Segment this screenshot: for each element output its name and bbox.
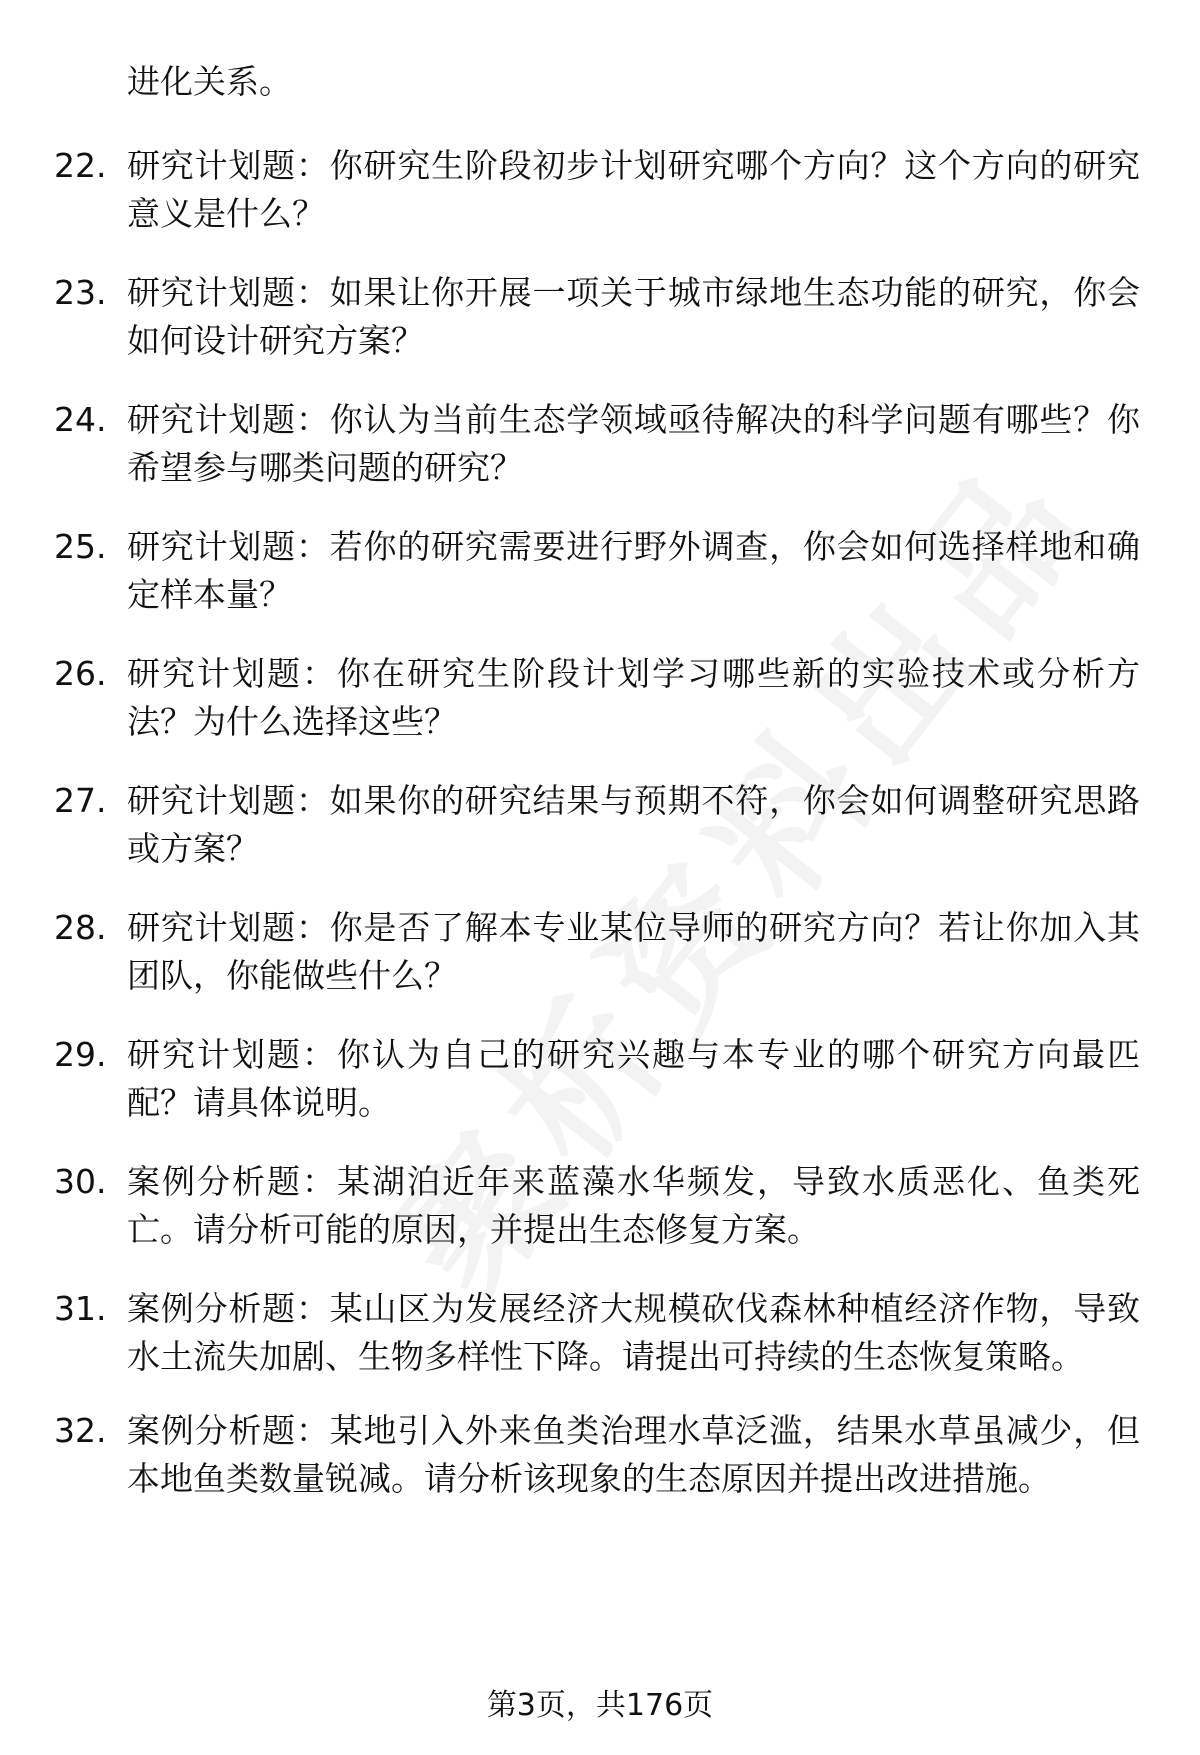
question-text: 案例分析题：某山区为发展经济大规模砍伐森林种植经济作物，导致水土流失加剧、生物多样性下降。请提出可持续的生态恢复策略。: [127, 1289, 1140, 1376]
question-item: [0, 1285, 1200, 1381]
question-number: 31.: [54, 1289, 107, 1328]
question-item: [0, 1407, 1200, 1503]
question-list: [0, 142, 1200, 1529]
continuation-text: 进化关系。: [127, 62, 292, 101]
question-number: 27.: [54, 781, 107, 820]
question-text: 研究计划题：若你的研究需要进行野外调查，你会如何选择样地和确定样本量？: [127, 527, 1140, 614]
question-item: [0, 1031, 1200, 1127]
question-item: [0, 523, 1200, 619]
question-item: [0, 142, 1200, 238]
question-number: 25.: [54, 527, 107, 566]
question-number: 29.: [54, 1035, 107, 1074]
question-number: 30.: [54, 1162, 107, 1201]
question-number: 23.: [54, 273, 107, 312]
question-number: 28.: [54, 908, 107, 947]
question-number: 22.: [54, 146, 107, 185]
question-number: 32.: [54, 1411, 107, 1450]
question-item: [0, 904, 1200, 1000]
question-text: 研究计划题：如果你的研究结果与预期不符，你会如何调整研究思路或方案？: [127, 781, 1140, 868]
question-item: [0, 396, 1200, 492]
question-item: [0, 269, 1200, 365]
question-item: [0, 1158, 1200, 1254]
question-text: 研究计划题：你在研究生阶段计划学习哪些新的实验技术或分析方法？为什么选择这些？: [127, 654, 1140, 741]
question-text: 研究计划题：你认为自己的研究兴趣与本专业的哪个研究方向最匹配？请具体说明。: [127, 1035, 1140, 1122]
question-number: 26.: [54, 654, 107, 693]
question-text: 案例分析题：某地引入外来鱼类治理水草泛滥，结果水草虽减少，但本地鱼类数量锐减。请分析该现象的生态原因并提出改进措施。: [127, 1411, 1140, 1498]
question-item: [0, 777, 1200, 873]
question-item: [0, 650, 1200, 746]
question-text: 案例分析题：某湖泊近年来蓝藻水华频发，导致水质恶化、鱼类死亡。请分析可能的原因，并提出生态修复方案。: [127, 1162, 1140, 1249]
question-text: 研究计划题：你研究生阶段初步计划研究哪个方向？这个方向的研究意义是什么？: [127, 146, 1140, 233]
page-footer: 第3页，共176页: [486, 1688, 714, 1723]
question-number: 24.: [54, 400, 107, 439]
question-text: 研究计划题：如果让你开展一项关于城市绿地生态功能的研究，你会如何设计研究方案？: [127, 273, 1140, 360]
question-text: 研究计划题：你是否了解本专业某位导师的研究方向？若让你加入其团队，你能做些什么？: [127, 908, 1140, 995]
question-text: 研究计划题：你认为当前生态学领域亟待解决的科学问题有哪些？你希望参与哪类问题的研究？: [127, 400, 1140, 487]
